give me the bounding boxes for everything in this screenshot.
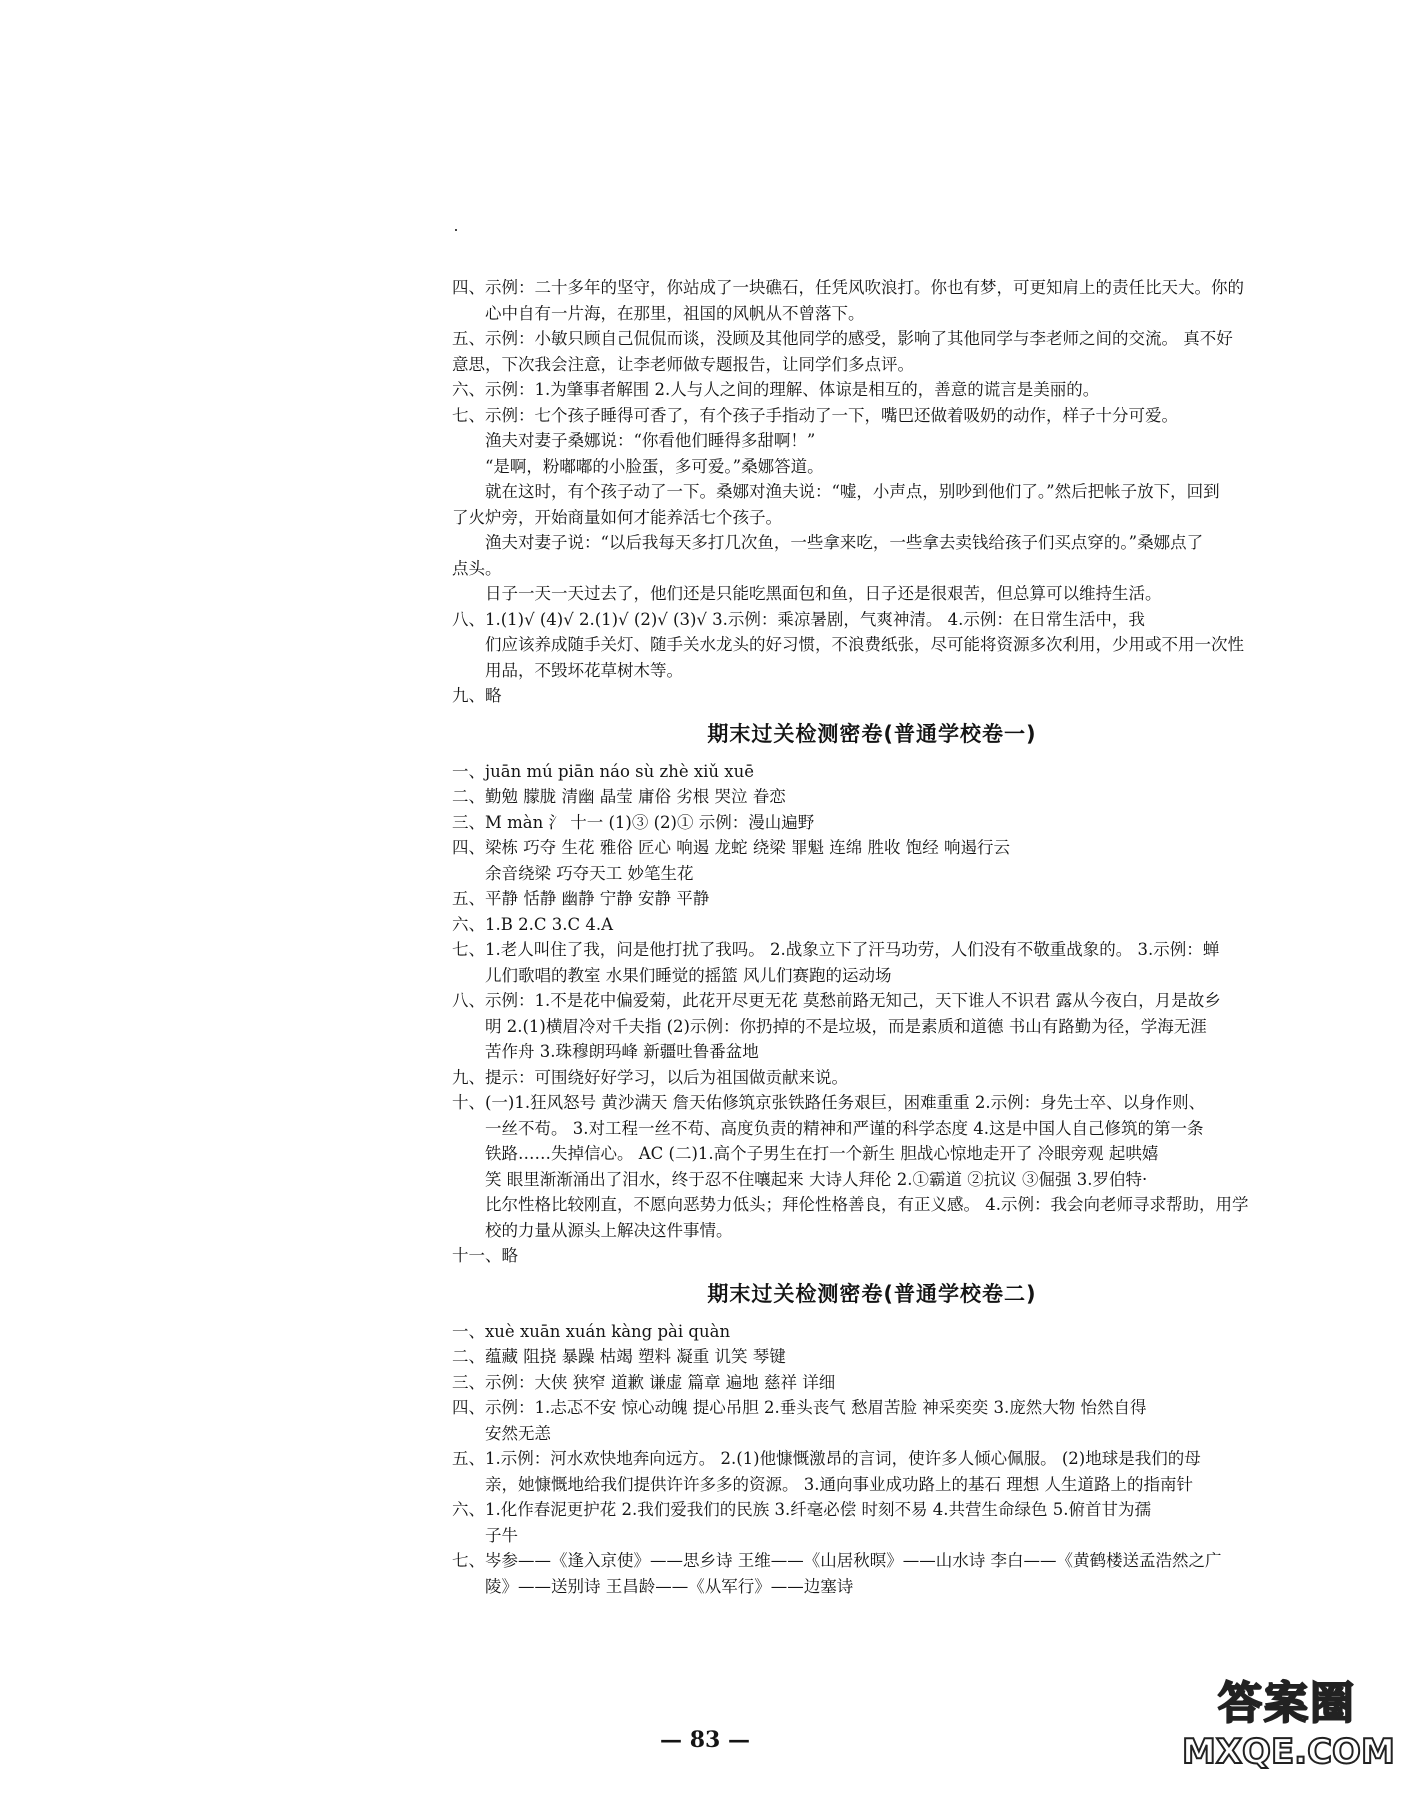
answer-line: 一、xuè xuān xuán kàng pài quàn bbox=[452, 1321, 731, 1341]
answer-line: 意思，下次我会注意，让李老师做专题报告，让同学们多点评。 bbox=[452, 354, 914, 374]
watermark-logo-text: 答案圈 bbox=[1218, 1678, 1356, 1729]
answer-line: 渔夫对妻子说：“以后我每天多打几次鱼，一些拿来吃，一些拿去卖钱给孩子们买点穿的。”桑娜点了 bbox=[485, 533, 1204, 552]
answer-line: 六、1.B 2.C 3.C 4.A bbox=[452, 914, 613, 934]
answer-line: 铁路……失掉信心。 AC (二)1.高个子男生在打一个新生 胆战心惊地走开了 冷眼旁观 起哄嬉 bbox=[485, 1144, 1159, 1163]
answer-line: 明 2.(1)横眉冷对千夫指 (2)示例：你扔掉的不是垃圾，而是素质和道德 书山有路勤为径，学海无涯 bbox=[485, 1016, 1207, 1036]
answer-line: 一丝不苟。 3.对工程一丝不苟、高度负责的精神和严谨的科学态度 4.这是中国人自己修筑的第一条 bbox=[485, 1118, 1204, 1138]
answer-line: 四、示例：二十多年的坚守，你站成了一块礁石，任凭风吹浪打。你也有梦，可更知肩上的责任比天大。你的 bbox=[452, 278, 1244, 297]
answer-line: 三、示例：大侠 狭窄 道歉 谦虚 篇章 遍地 慈祥 详细 bbox=[452, 1372, 836, 1392]
answer-line: 儿们歌唱的教室 水果们睡觉的摇篮 风儿们赛跑的运动场 bbox=[485, 965, 892, 985]
answer-line: 用品，不毁坏花草树木等。 bbox=[485, 660, 683, 680]
answer-line: 校的力量从源头上解决这件事情。 bbox=[485, 1220, 733, 1240]
answer-line: 一、juān mú piān náo sù zhè xiǔ xuē bbox=[452, 761, 754, 781]
watermark-url: MXQE.COM bbox=[1182, 1732, 1395, 1772]
answer-line: 苦作舟 3.珠穆朗玛峰 新疆吐鲁番盆地 bbox=[485, 1042, 759, 1061]
answer-line: 七、1.老人叫住了我，问是他打扰了我吗。 2.战象立下了汗马功劳，人们没有不敬重战象的。 3.示例：蝉 bbox=[452, 940, 1220, 959]
answer-line: 六、1.化作春泥更护花 2.我们爱我们的民族 3.纤毫必偿 时刻不易 4.共营生命绿色 5.俯首甘为孺 bbox=[452, 1500, 1151, 1519]
answer-line: 点头。 bbox=[452, 558, 502, 578]
answer-line: 陵》——送别诗 王昌龄——《从军行》——边塞诗 bbox=[485, 1576, 854, 1596]
answer-line: 八、示例：1.不是花中偏爱菊，此花开尽更无花 莫愁前路无知己，天下谁人不识君 露从今夜白，月是故乡 bbox=[452, 991, 1221, 1010]
answer-line: 余音绕梁 巧夺天工 妙笔生花 bbox=[485, 863, 694, 883]
scan-speck bbox=[455, 229, 457, 231]
answer-line: 五、示例：小敏只顾自己侃侃而谈，没顾及其他同学的感受，影响了其他同学与李老师之间的交流。 真不好 bbox=[452, 329, 1233, 348]
answer-line: 了火炉旁，开始商量如何才能养活七个孩子。 bbox=[452, 507, 782, 527]
answer-line: 二、蕴藏 阻挠 暴躁 枯竭 塑料 凝重 讥笑 琴键 bbox=[452, 1347, 786, 1366]
answer-line: 安然无恙 bbox=[485, 1423, 551, 1443]
answer-line: 七、岑参——《逢入京使》——思乡诗 王维——《山居秋暝》——山水诗 李白——《黄鹤楼送孟浩然之广 bbox=[452, 1551, 1222, 1570]
answer-line: 子牛 bbox=[485, 1525, 518, 1545]
answer-line: 笑 眼里渐渐涌出了泪水，终于忍不住嚷起来 大诗人拜伦 2.①霸道 ②抗议 ③倔强 3.罗伯特· bbox=[485, 1169, 1148, 1189]
watermark-logo bbox=[1182, 1676, 1395, 1786]
answer-line: 十、(一)1.狂风怒号 黄沙满天 詹天佑修筑京张铁路任务艰巨，困难重重 2.示例：身先士卒、以身作则、 bbox=[452, 1093, 1206, 1112]
answer-line: 比尔性格比较刚直，不愿向恶势力低头；拜伦性格善良，有正义感。 4.示例：我会向老师寻求帮助，用学 bbox=[485, 1195, 1249, 1214]
answer-line: “是啊，粉嘟嘟的小脸蛋，多可爱。”桑娜答道。 bbox=[485, 456, 824, 476]
answer-line: 十一、略 bbox=[452, 1246, 518, 1265]
answer-line: 四、梁栋 巧夺 生花 雅俗 匠心 响遏 龙蛇 绕梁 罪魁 连绵 胜收 饱经 响遏行云 bbox=[452, 838, 1010, 857]
answer-line: 日子一天一天过去了，他们还是只能吃黑面包和鱼，日子还是很艰苦，但总算可以维持生活。 bbox=[485, 584, 1162, 603]
answer-content bbox=[452, 275, 1292, 1599]
answer-line: 六、示例：1.为肇事者解围 2.人与人之间的理解、体谅是相互的，善意的谎言是美丽的。 bbox=[452, 380, 1100, 399]
answer-line: 五、1.示例：河水欢快地奔向远方。 2.(1)他慷慨激昂的言词，使许多人倾心佩服。 (2)地球是我们的母 bbox=[452, 1449, 1201, 1468]
answer-line: 四、示例：1.忐忑不安 惊心动魄 提心吊胆 2.垂头丧气 愁眉苦脸 神采奕奕 3.庞然大物 怡然自得 bbox=[452, 1398, 1147, 1417]
answer-line: 九、提示：可围绕好好学习，以后为祖国做贡献来说。 bbox=[452, 1067, 848, 1087]
answer-line: 三、M màn 氵 十一 (1)③ (2)① 示例：漫山遍野 bbox=[452, 812, 815, 832]
answer-line: 七、示例：七个孩子睡得可香了，有个孩子手指动了一下，嘴巴还做着吸奶的动作，样子十分可爱。 bbox=[452, 405, 1178, 425]
answer-line: 渔夫对妻子桑娜说：“你看他们睡得多甜啊！” bbox=[485, 431, 816, 450]
answer-line: 们应该养成随手关灯、随手关水龙头的好习惯，不浪费纸张，尽可能将资源多次利用，少用或不用一次性 bbox=[485, 635, 1244, 654]
section-title: 期末过关检测密卷(普通学校卷一) bbox=[707, 721, 1037, 746]
answer-line: 就在这时，有个孩子动了一下。桑娜对渔夫说：“嘘，小声点，别吵到他们了。”然后把帐子放下，回到 bbox=[485, 482, 1220, 501]
section-title: 期末过关检测密卷(普通学校卷二) bbox=[707, 1281, 1037, 1306]
answer-line: 心中自有一片海，在那里，祖国的风帆从不曾落下。 bbox=[485, 303, 865, 323]
answer-line: 亲，她慷慨地给我们提供许许多多的资源。 3.通向事业成功路上的基石 理想 人生道路上的指南针 bbox=[485, 1474, 1193, 1494]
page-number: — 83 — bbox=[660, 1727, 750, 1753]
answer-line: 五、平静 恬静 幽静 宁静 安静 平静 bbox=[452, 889, 710, 908]
answer-line: 八、1.(1)√ (4)√ 2.(1)√ (2)√ (3)√ 3.示例：乘凉暑剧，气爽神清。 4.示例：在日常生活中，我 bbox=[452, 609, 1145, 629]
answer-line: 二、勤勉 朦胧 清幽 晶莹 庸俗 劣根 哭泣 眷恋 bbox=[452, 787, 786, 806]
answer-line: 九、略 bbox=[452, 686, 502, 705]
